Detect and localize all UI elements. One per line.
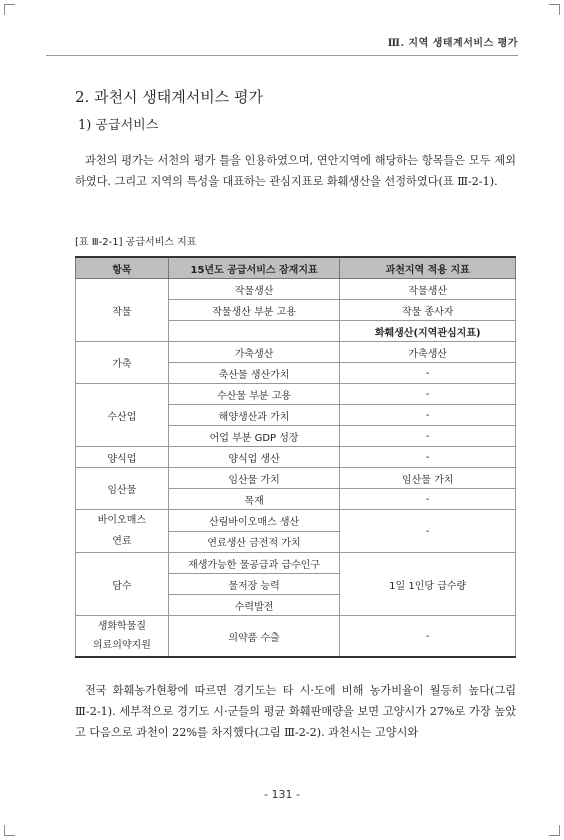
crop-mark-bottom-right — [549, 825, 560, 836]
table-caption: [표 Ⅲ-2-1] 공급서비스 지표 — [75, 237, 197, 248]
header-rule — [46, 55, 518, 56]
applied-cell: - — [340, 384, 516, 405]
potential-cell: 산림바이오매스 생산 — [168, 510, 340, 532]
applied-cell: 작물생산 — [340, 279, 516, 300]
subsection-title: 1) 공급서비스 — [78, 118, 159, 133]
section-title: 2. 과천시 생태계서비스 평가 — [75, 88, 264, 106]
category-cell: 수산업 — [76, 384, 169, 447]
header-category: 항목 — [76, 257, 169, 279]
potential-cell: 축산물 생산가치 — [168, 363, 340, 384]
applied-cell: - — [340, 405, 516, 426]
table-row — [76, 616, 516, 658]
potential-cell: 의약품 수출 — [168, 616, 340, 658]
table-row — [76, 342, 516, 363]
crop-mark-top-left — [4, 4, 15, 15]
potential-cell: 연료생산 금전적 가치 — [168, 531, 340, 553]
potential-cell: 물저장 능력 — [168, 574, 340, 595]
supply-service-table — [75, 256, 516, 658]
potential-cell — [168, 321, 340, 342]
potential-cell: 양식업 생산 — [168, 447, 340, 468]
closing-paragraph: 전국 화훼농가현황에 따르면 경기도는 타 시·도에 비해 농가비율이 월등히 높다(그림 Ⅲ-2-1). 세부적으로 경기도 시·군들의 평균 화훼판매량을 보면 고양시가 27%로 가장 높았고 다음으로 과천이 22%를 차지했다(그림 Ⅲ-2-2). 과천시는 고양시와 — [75, 684, 516, 739]
category-cell — [76, 616, 169, 658]
applied-cell: 가축생산 — [340, 342, 516, 363]
potential-cell: 가축생산 — [168, 342, 340, 363]
applied-cell: 1일 1인당 급수량 — [340, 553, 516, 616]
category-line: 생화학물질 — [97, 621, 147, 632]
applied-cell: 임산물 가치 — [340, 468, 516, 489]
applied-cell: - — [340, 426, 516, 447]
header-potential-indicator: 15년도 공급서비스 잠재지표 — [168, 257, 340, 279]
potential-cell: 재생가능한 물공급과 급수인구 — [168, 553, 340, 574]
table-row — [76, 447, 516, 468]
category-cell: 가축 — [76, 342, 169, 384]
potential-cell: 수력발전 — [168, 595, 340, 616]
category-line: 바이오매스 — [97, 515, 147, 526]
potential-cell: 어업 부분 GDP 성장 — [168, 426, 340, 447]
category-cell: 양식업 — [76, 447, 169, 468]
potential-cell: 수산물 부분 고용 — [168, 384, 340, 405]
table-header-row — [76, 257, 516, 279]
potential-cell: 작물생산 부분 고용 — [168, 300, 340, 321]
potential-cell: 해양생산과 가치 — [168, 405, 340, 426]
table-row — [76, 384, 516, 405]
category-line: 의료의약지원 — [92, 640, 151, 651]
category-cell: 임산물 — [76, 468, 169, 510]
table-row — [76, 553, 516, 574]
intro-paragraph: 과천의 평가는 서천의 평가 틀을 인용하였으며, 연안지역에 해당하는 항목들은 모두 제외하였다. 그리고 지역의 특성을 대표하는 관심지표로 화훼생산을 선정하였다(표 Ⅲ-2-1). — [75, 154, 516, 188]
applied-cell: - — [340, 447, 516, 468]
running-header: Ⅲ. 지역 생태계서비스 평가 — [387, 38, 518, 49]
table-row — [76, 468, 516, 489]
applied-cell-highlight: 화훼생산(지역관심지표) — [340, 321, 516, 342]
crop-mark-top-right — [549, 4, 560, 15]
crop-mark-bottom-left — [4, 825, 15, 836]
table-row — [76, 510, 516, 532]
applied-cell: - — [340, 489, 516, 510]
category-cell: 작물 — [76, 279, 169, 342]
applied-cell: - — [340, 616, 516, 658]
category-line: 연료 — [112, 536, 132, 547]
category-cell — [76, 510, 169, 553]
category-cell: 담수 — [76, 553, 169, 616]
potential-cell: 목재 — [168, 489, 340, 510]
header-applied-indicator: 과천지역 적용 지표 — [340, 257, 516, 279]
applied-cell: - — [340, 363, 516, 384]
applied-cell: 작물 종사자 — [340, 300, 516, 321]
potential-cell: 작물생산 — [168, 279, 340, 300]
applied-cell: - — [340, 510, 516, 553]
potential-cell: 임산물 가치 — [168, 468, 340, 489]
table-row — [76, 279, 516, 300]
page-number: - 131 - — [264, 788, 300, 801]
